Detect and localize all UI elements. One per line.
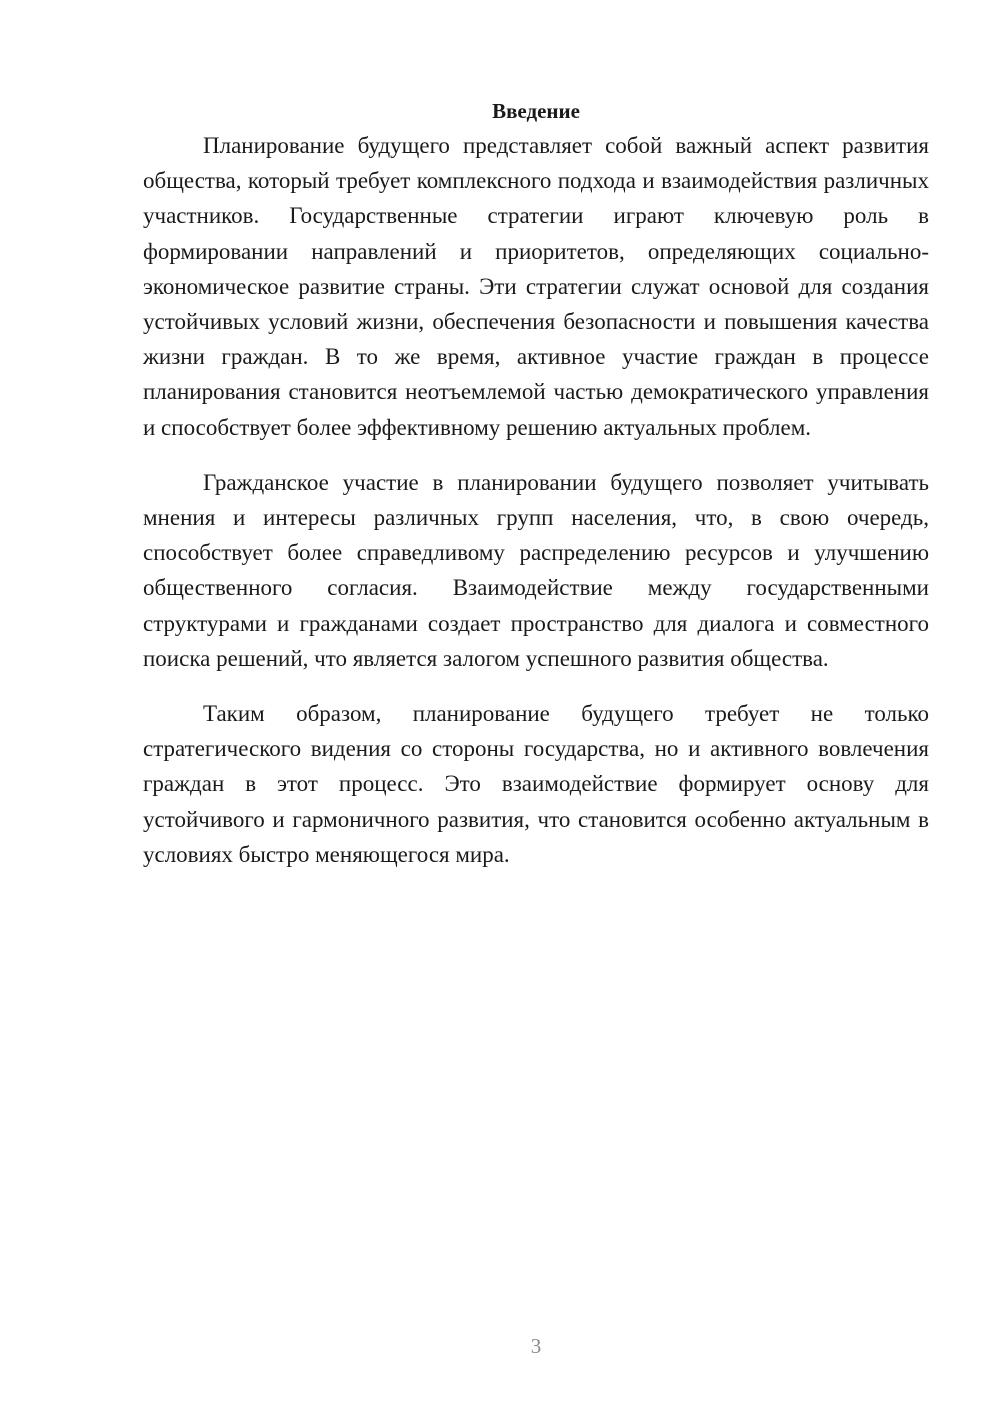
section-heading: Введение [492, 99, 580, 123]
page-number: 3 [530, 1334, 542, 1358]
page-content [143, 94, 929, 872]
paragraph-2: Гражданское участие в планировании будущего позволяет учитывать мнения и интересы различных групп населения, что, в свою очередь, способствует более справедливому распределению ресурсов и улучшению общественного согласия. Взаимодействие между государственными структурами и гражданами создает пространство для диалога и совместного поиска решений, что является залогом успешного развития общества. [143, 469, 929, 671]
paragraph-3: Таким образом, планирование будущего требует не только стратегического видения со стороны государства, но и активного вовлечения граждан в этот процесс. Это взаимодействие формирует основу для устойчивого и гармоничного развития, что становится особенно актуальным в условиях быстро меняющегося мира. [143, 701, 929, 867]
paragraph-1: Планирование будущего представляет собой важный аспект развития общества, который требует комплексного подхода и взаимодействия различных участников. Государственные стратегии играют ключевую роль в формировании направлений и приоритетов, определяющих социально-экономическое развитие страны. Эти стратегии служат основой для создания устойчивых условий жизни, обеспечения безопасности и повышения качества жизни граждан. В то же время, активное участие граждан в процессе планирования становится неотъемлемой частью демократического управления и способствует более эффективному решению актуальных проблем. [143, 133, 929, 440]
